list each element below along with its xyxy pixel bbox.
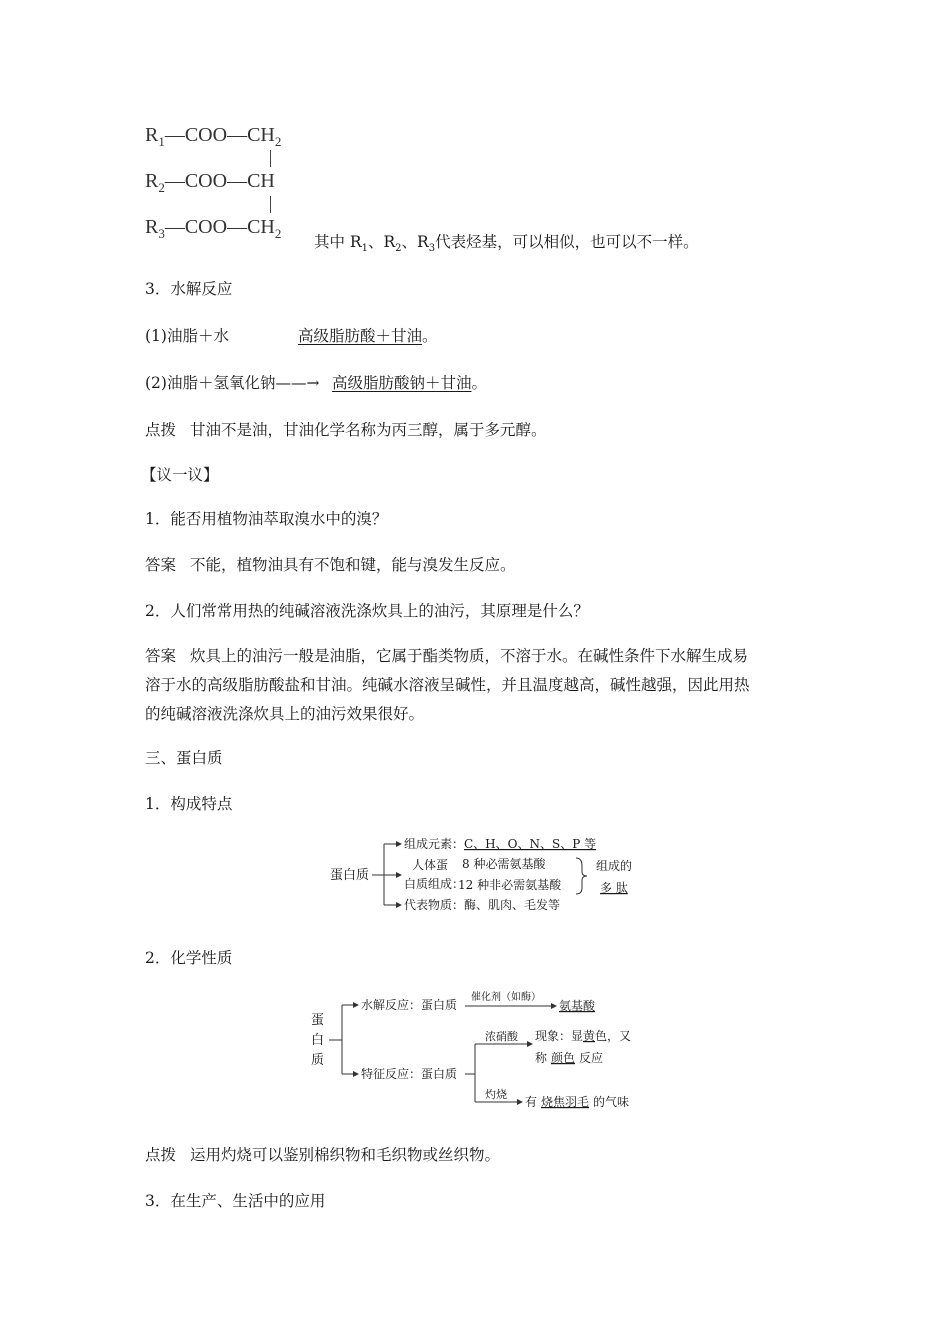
reaction-2-left: (2)油脂＋氢氧化钠——→ (145, 374, 320, 392)
d1-elements-value: C、H、O、N、S、P 等 (464, 837, 597, 851)
bond-vertical-2 (270, 196, 271, 213)
d2-nitric-acid: 浓硝酸 (485, 1030, 518, 1043)
hydrolysis-tip: 点拨 甘油不是油，甘油化学名称为丙三醇，属于多元醇。 (145, 421, 547, 439)
d1-formed: 组成的 (596, 859, 633, 873)
d2-phenomenon-2: 称 颜色 反应 (535, 1051, 604, 1065)
reaction-1-left: (1)油脂＋水 (145, 327, 229, 345)
d2-burn: 灼烧 (485, 1088, 507, 1101)
protein-tip: 点拨 运用灼烧可以鉴别棉织物和毛织物或丝织物。 (145, 1146, 501, 1164)
structure-note: 其中 $R_1$、$R_2$、$R_3$代表烃基，可以相似，也可以不一样。 (314, 233, 699, 255)
d2-smell: 有 烧焦羽毛 的气味 (525, 1095, 630, 1109)
bond-vertical-1 (270, 150, 271, 167)
protein-heading-3: 3．在生产、生活中的应用 (145, 1192, 326, 1210)
d1-comp-label-2: 白质组成： (404, 877, 465, 891)
d2-amino-acid: 氨基酸 (559, 999, 596, 1013)
question-1: 1．能否用植物油萃取溴水中的溴？ (145, 510, 388, 528)
answer-2-line-1: 答案 炊具上的油污一般是油脂，它属于酯类物质，不溶于水。在碱性条件下水解生成易 (145, 647, 749, 665)
d2-catalyst: 催化剂（如酶） (471, 992, 541, 1003)
answer-2-line-3: 的纯碱溶液洗涤炊具上的油污效果很好。 (145, 705, 425, 723)
protein-heading-2: 2．化学性质 (145, 949, 233, 967)
reaction-2-product: 高级脂肪酸钠＋甘油。 (332, 374, 488, 392)
d1-root: 蛋白质 (330, 868, 370, 883)
d1-rep-label: 代表物质： (404, 898, 465, 912)
d1-comp-label-1: 人体蛋 (412, 858, 449, 872)
discuss-title: 【议一议】 (141, 466, 219, 484)
d2-phenomenon-1: 现象：显黄色，又 (535, 1029, 632, 1043)
reaction-1-product: 高级脂肪酸＋甘油。 (298, 327, 438, 345)
d2-characteristic-label: 特征反应：蛋白质 (361, 1067, 458, 1081)
hydrolysis-heading: 3．水解反应 (145, 280, 233, 298)
d2-root-2: 白 (311, 1033, 325, 1048)
structure-line-1: $R_1—COO—CH_2$ (145, 124, 282, 149)
answer-2-line-2: 溶于水的高级脂肪酸盐和甘油。纯碱水溶液呈碱性，并且温度越高，碱性越强，因此用热 (145, 676, 750, 694)
d1-elements-label: 组成元素： (404, 837, 465, 851)
d2-root-3: 质 (311, 1053, 325, 1068)
d1-brace (576, 858, 587, 894)
protein-heading-1: 1．构成特点 (145, 795, 233, 813)
d1-rep-value: 酶、肌肉、毛发等 (464, 898, 561, 912)
structure-line-2: $R_2—COO—CH$ (145, 170, 275, 195)
d1-nonessential: 12 种非必需氨基酸 (458, 878, 562, 892)
protein-section-title: 三、蛋白质 (145, 749, 223, 767)
d2-root-1: 蛋 (311, 1013, 325, 1028)
question-2: 2．人们常常用热的纯碱溶液洗涤炊具上的油污，其原理是什么？ (145, 602, 589, 620)
structure-line-3: $R_3—COO—CH_2$ (145, 216, 282, 241)
protein-properties-diagram (305, 990, 645, 1116)
protein-composition-diagram (318, 828, 638, 920)
d1-polypeptide: 多 肽 (600, 881, 628, 895)
answer-1: 答案 不能，植物油具有不饱和键，能与溴发生反应。 (145, 556, 516, 574)
d2-hydrolysis-label: 水解反应：蛋白质 (361, 998, 458, 1012)
d1-essential: 8 种必需氨基酸 (462, 857, 546, 871)
